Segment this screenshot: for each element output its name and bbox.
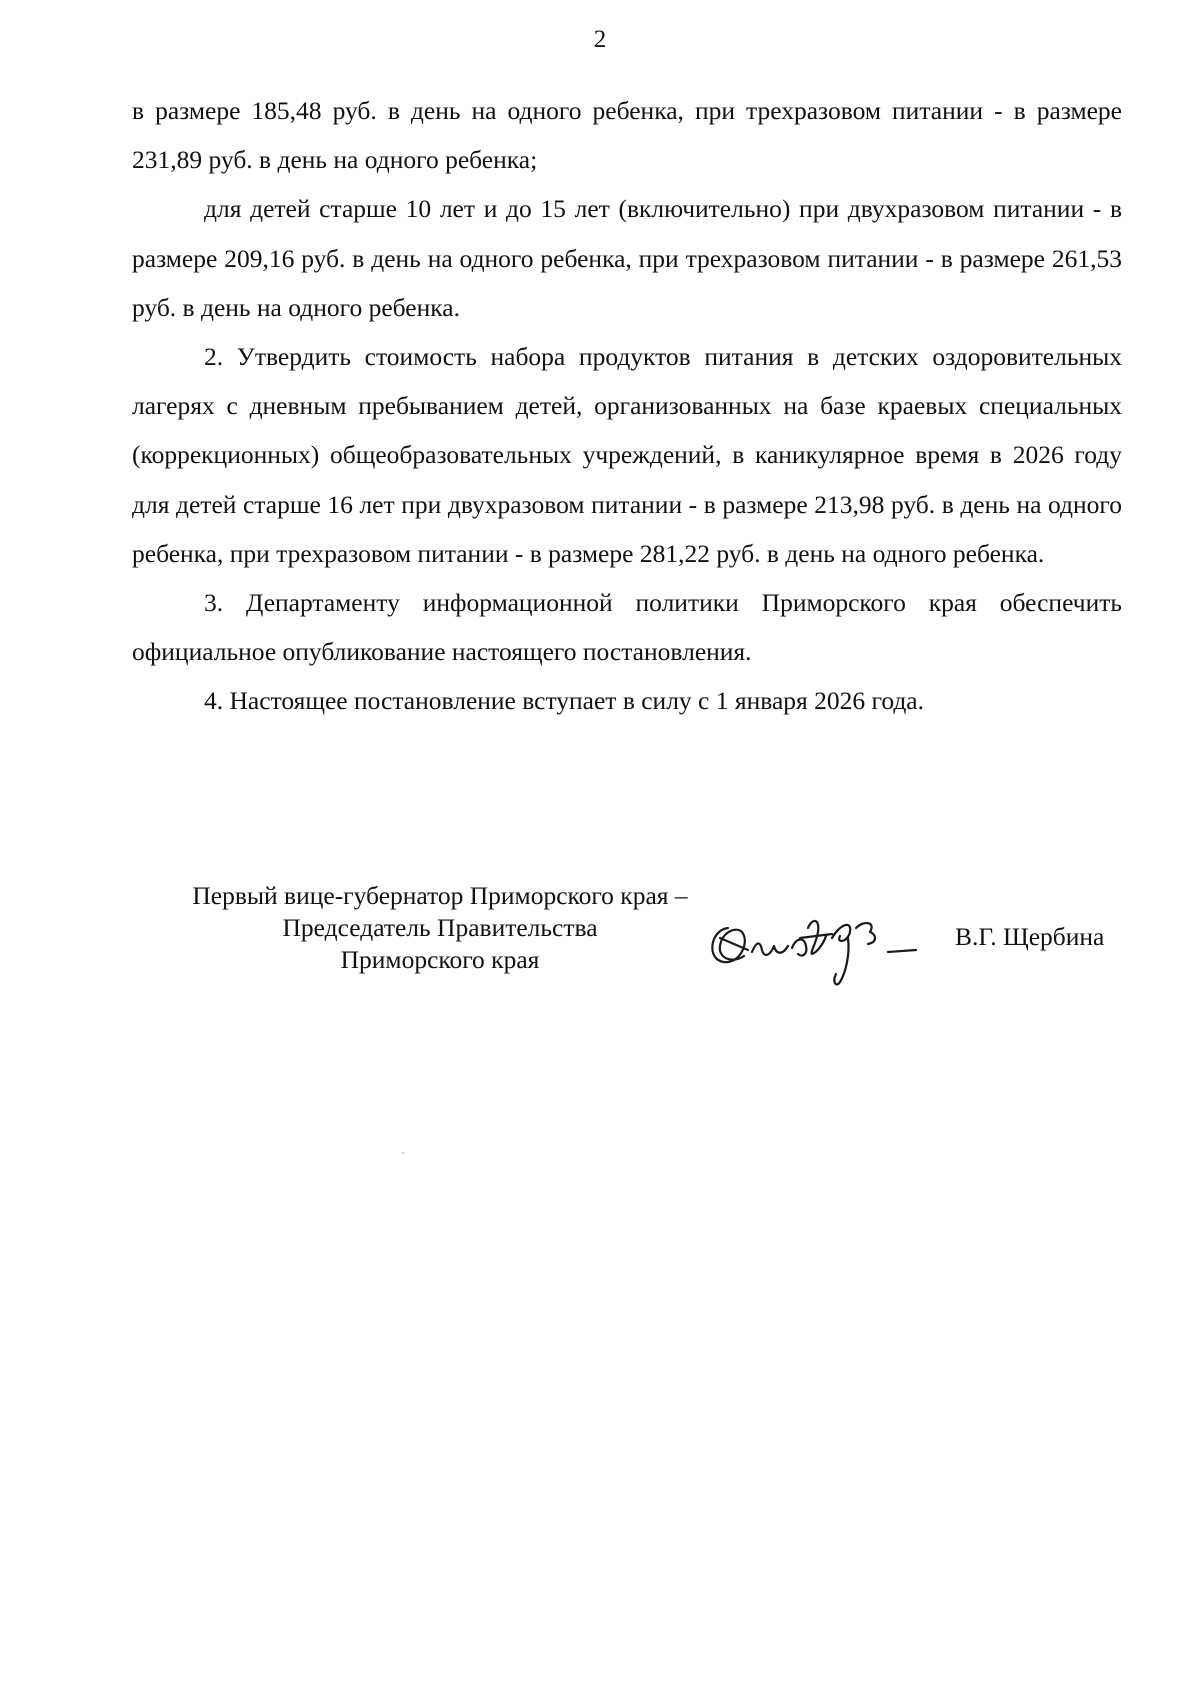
handwritten-signature	[700, 898, 940, 988]
paragraph-item-2: 2. Утвердить стоимость набора продуктов питания в детских оздоровительных лагерях с дневным пребыванием детей, организованных на базе краевых специальных (коррекционных) общеобразовательных учреждений, в каникулярное время в 2026 году для детей старше 16 лет при двухразовом питании - в размере 213,98 руб. в день на одного ребенка, при трехразовом питании - в размере 281,22 руб. в день на одного ребенка.	[132, 342, 1122, 568]
paragraph-item-4: 4. Настоящее постановление вступает в силу с 1 января 2026 года.	[204, 686, 925, 716]
official-title-line-2: Председатель Правительства	[282, 913, 598, 942]
paragraph-age-10-15: для детей старше 10 лет и до 15 лет (включительно) при двухразовом питании - в размере 209,16 руб. в день на одного ребенка, при трехразовом питании - в размере 261,53 руб. в день на одного ребенка.	[132, 194, 1122, 322]
signature-block	[0, 880, 1200, 1000]
official-title	[150, 880, 730, 976]
page-number: 2	[593, 26, 607, 53]
signatory-name: В.Г. Щербина	[955, 922, 1105, 951]
official-title-line-1: Первый вице-губернатор Приморского края –	[192, 881, 688, 910]
scan-speck	[402, 1152, 404, 1154]
paragraph-continuation: в размере 185,48 руб. в день на одного ребенка, при трехразовом питании - в размере 231,89 руб. в день на одного ребенка;	[132, 96, 1122, 175]
paragraph-item-3: 3. Департаменту информационной политики Приморского края обеспечить официальное опубликование настоящего постановления.	[132, 588, 1122, 667]
document-body	[132, 86, 1122, 726]
official-title-line-3: Приморского края	[340, 945, 540, 974]
